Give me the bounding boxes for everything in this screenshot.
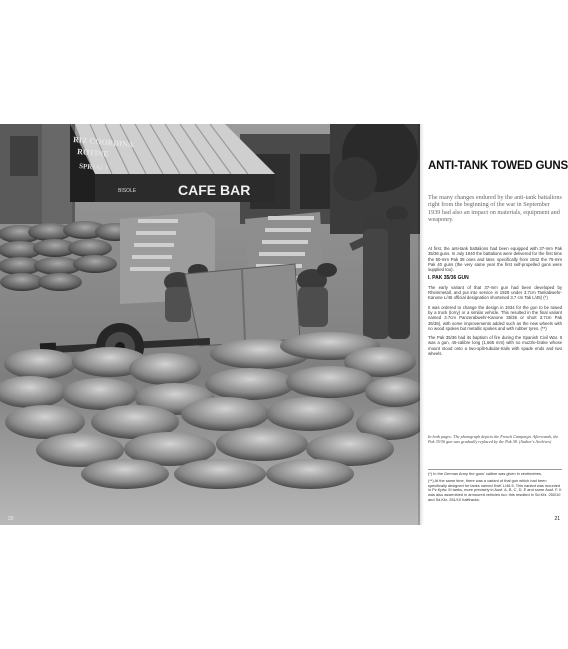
text-column bbox=[428, 124, 568, 525]
body-text bbox=[428, 246, 562, 360]
footnote-2: (**) At the same time, there was a variant of that gun which had been specifically designed for tanks named KwK L/46.5. This variant was mounted in Pz.Kpfw. III tanks, more precisely in Ausf. A, B, C, D, E and some Ausf. F. It was also assembled in armoured vehicles too: this resulted in Sd.Kfz. 250/10 and Sd.Kfz. 251/10 halftracks. bbox=[428, 477, 562, 502]
footnotes bbox=[428, 469, 562, 505]
sign-cafe-bar: CAFE BAR bbox=[178, 182, 251, 198]
sign-low: SPRIACI bbox=[78, 162, 109, 173]
sign-top: RIZ COORDINA bbox=[72, 135, 135, 150]
photo-caption: In both pages: The photograph depicts the French Campaign. Afterwards, the Pak 35/36 gun was gradually replaced by the Pak 38. (Author's Archives) bbox=[428, 434, 559, 445]
intro-paragraph: The many changes endured by the anti-tank battalions right from the beginning of the war in September 1939 had also an impact on materials, equipment and weaponry. bbox=[428, 194, 562, 224]
war-photograph bbox=[0, 124, 420, 525]
paragraph-2: The early variant of that 37-mm gun had been developed by Rheinmetall, and put into service in 1928 under 3.7cm Tankabwehr-Kanone L/45 official designation shortened 3.7 cm Tak L/45) (*) bbox=[428, 284, 562, 301]
chapter-title: ANTI-TANK TOWED GUNS bbox=[428, 160, 568, 172]
page-number-right: 21 bbox=[554, 516, 560, 522]
footnote-1: (*) In the German Army the guns' calibre was given in centimetres. bbox=[428, 471, 543, 476]
paragraph-1: At first, the anti-tank battalions had been equipped with 37-mm Pak 35/36 guns. In July 1940 the battalions were delivered for the first time the 50-mm Pak 38 ones and later, specifically from 1942 the 75-mm Pak 40 guns (the very same year the first self-propelled guns were supplied too). bbox=[428, 246, 562, 273]
section-heading: I. PAK 35/36 GUN bbox=[428, 275, 469, 282]
gutter-shadow bbox=[418, 124, 424, 525]
paragraph-3: It was ordered to change the design in 1934 for the gun to be towed by a truck (lorry) or a similar vehicle. This resulted in the final variant named 3.7cm Panzerabwehr-Kanone 35/36 or short 3.7cm Pak 35/36), with some improvements added such as the new wheels with no wood spokes but metallic spokes and with rubber tyres. (**) bbox=[428, 304, 562, 331]
sign-mid: ROTINE bbox=[76, 147, 110, 159]
page-number-left: 20 bbox=[8, 516, 14, 522]
footnote-rule bbox=[428, 469, 562, 470]
book-spread bbox=[0, 124, 568, 525]
photograph-illustration bbox=[0, 124, 420, 525]
paragraph-4: The Pak 35/36 had its baptism of fire during the Spanish Civil War. It was a gun, 45-calibre long (1,665 mm) with no muzzle-brake whose mount stood onto a two-split-tubular-trails with spade ends and two wheels. bbox=[428, 335, 562, 357]
sign-vert: BISOLE bbox=[118, 188, 137, 194]
